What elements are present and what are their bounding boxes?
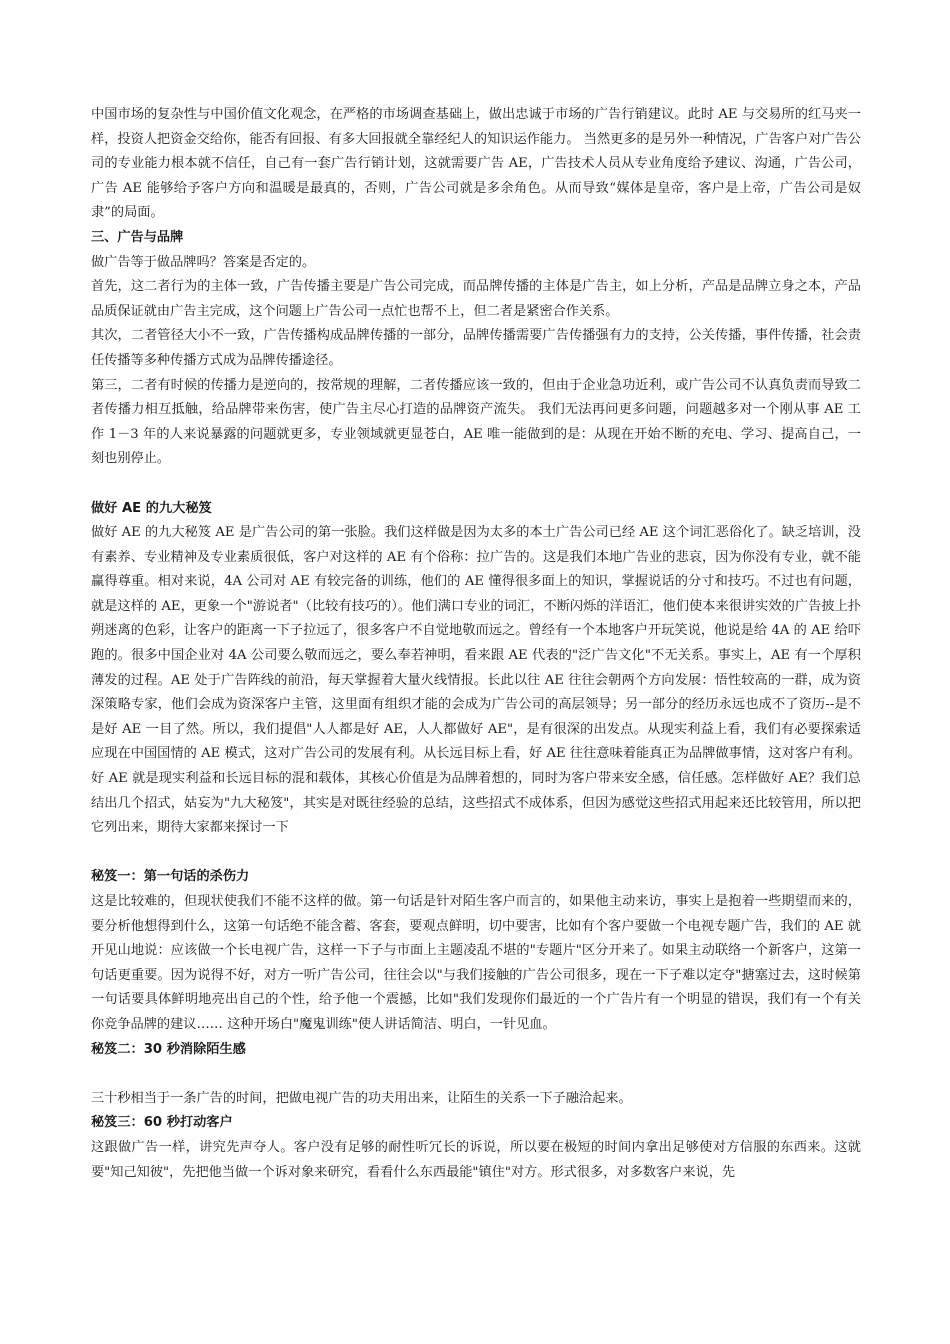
blank-line: [91, 841, 861, 866]
paragraph-question: 做广告等于做品牌吗？答案是否定的。: [91, 254, 316, 270]
section-heading-nine-secrets: 做好 AE 的九大秘笈: [91, 500, 212, 516]
blank-line: [91, 472, 861, 497]
paragraph-secret-three: 这跟做广告一样，讲究先声夺人。客户没有足够的耐性听冗长的诉说，所以要在极短的时间内拿出足够使对方信服的东西来。这就要"知己知彼"，先把他当做一个诉对象来研究，看看什么东西最能"镇住"对方。形式很多，对多数客户来说，先: [91, 1139, 861, 1180]
section-heading-ad-and-brand: 三、广告与品牌: [91, 229, 184, 245]
paragraph-nine-secrets: 做好 AE 的九大秘笈 AE 是广告公司的第一张脸。我们这样做是因为太多的本土广告公司已经 AE 这个词汇恶俗化了。缺乏培训，没有素养、专业精神及专业素质很低，客户对这样的 AE 有个俗称：拉广告的。这是我们本地广告业的悲哀，因为你没有专业，就不能赢得尊重。相对来说，4A 公司对 AE 有较完备的训练，他们的 AE 懂得很多面上的知识，掌握说话的分寸和技巧。不过也有问题，就是这样的 AE，更象一个"游说者"（比较有技巧的）。他们满口专业的词汇，不断闪烁的洋语汇，他们使本来很讲实效的广告披上扑朔迷离的色彩，让客户的距离一下子拉远了，很多客户不自觉地敬而远之。曾经有一个本地客户开玩笑说，他说是给 4A 的 AE 给吓跑的。很多中国企业对 4A 公司要么敬而远之，要么奉若神明，看来跟 AE 代表的"泛广告文化"不无关系。事实上，AE 有一个厚积薄发的过程。AE 处于广告阵线的前沿，每天掌握着大量火线情报。长此以往 AE 往往会朝两个方向发展：悟性较高的一群，成为资深策略专家，他们会成为资深客户主管，这里面有组织才能的会成为广告公司的高层领导；另一部分的经历永远也成不了资历--是不是好 AE 一目了然。所以，我们提倡"人人都是好 AE，人人都做好 AE"，是有很深的出发点。从现实利益上看，我们有必要探索适应现在中国国情的 AE 模式，这对广告公司的发展有利。从长远目标上看，好 AE 往往意味着能真正为品牌做事情，这对客户有利。好 AE 就是现实利益和长远目标的混和载体，其核心价值是为品牌着想的，同时为客户带来安全感，信任感。怎样做好 AE？我们总结出几个招式，姑妄为"九大秘笈"，其实是对既往经验的总结，这些招式不成体系，但因为感觉这些招式用起来还比较管用，所以把它列出来，期待大家都来探讨一下: [91, 525, 861, 836]
paragraph-intro: 中国市场的复杂性与中国价值文化观念，在严格的市场调查基础上，做出忠诚于市场的广告行销建议。此时 AE 与交易所的红马夹一样，投资人把资金交给你，能否有回报、有多大回报就全靠经纪人的知识运作能力。 当然更多的是另外一种情况，广告客户对广告公司的专业能力根本就不信任，自己有一套广告行销计划，这就需要广告 AE，广告技术人员从专业角度给予建议、沟通，广告公司，广告 AE 能够给予客户方向和温暖是最真的，否则，广告公司就是多余角色。从而导致“媒体是皇帝，客户是上帝，广告公司是奴隶”的局面。: [91, 107, 861, 221]
paragraph-second: 其次，二者管径大小不一致，广告传播构成品牌传播的一部分，品牌传播需要广告传播强有力的支持，公关传播，事件传播，社会责任传播等多种传播方式成为品牌传播途径。: [91, 328, 861, 368]
paragraph-first: 首先，这二者行为的主体一致，广告传播主要是广告公司完成，而品牌传播的主体是广告主，如上分析，产品是品牌立身之本，产品品质保证就由广告主完成，这个问题上广告公司一点忙也帮不上，但二者是紧密合作关系。: [91, 279, 861, 319]
section-heading-secret-three: 秘笈三：60 秒打动客户: [91, 1115, 233, 1131]
paragraph-secret-two: 三十秒相当于一条广告的时间，把做电视广告的功夫用出来，让陌生的关系一下子融洽起来。: [91, 1090, 632, 1106]
section-heading-secret-two: 秘笈二：30 秒消除陌生感: [91, 1041, 246, 1057]
paragraph-secret-one: 这是比较难的，但现状使我们不能不这样的做。第一句话是针对陌生客户而言的，如果他主动来访，事实上是抱着一些期望而来的，要分析他想得到什么，这第一句话绝不能含蓄、客套，要观点鲜明，切中要害，比如有个客户要做一个电视专题广告，我们的 AE 就开见山地说：应该做一个长电视广告，这样一下子与市面上主题凌乱不堪的"专题片"区分开来了。如果主动联络一个新客户，这第一句话更重要。因为说得不好，对方一听广告公司，往往会以"与我们接触的广告公司很多，现在一下子难以定夺"搪塞过去，这时候第一句话要具体鲜明地亮出自己的个性，给予他一个震撼，比如"我们发现你们最近的一个广告片有一个明显的错误，我们有一个有关你竞争品牌的建议…… 这种开场白"魔鬼训练"使人讲话简洁、明白，一针见血。: [91, 894, 861, 1032]
section-heading-secret-one: 秘笈一：第一句话的杀伤力: [91, 869, 250, 885]
document-page: [91, 103, 861, 1185]
blank-line: [91, 1062, 861, 1087]
paragraph-third: 第三，二者有时候的传播力是逆向的，按常规的理解，二者传播应该一致的，但由于企业急功近利，或广告公司不认真负责而导致二者传播力相互抵触，给品牌带来伤害，使广告主尽心打造的品牌资产流失。 我们无法再问更多问题，问题越多对一个刚从事 AE 工作 1－3 年的人来说暴露的问题就更多，专业领域就更显苍白，AE 唯一能做到的是：从现在开始不断的充电、学习、提高自己，一刻也别停止。: [91, 377, 861, 467]
